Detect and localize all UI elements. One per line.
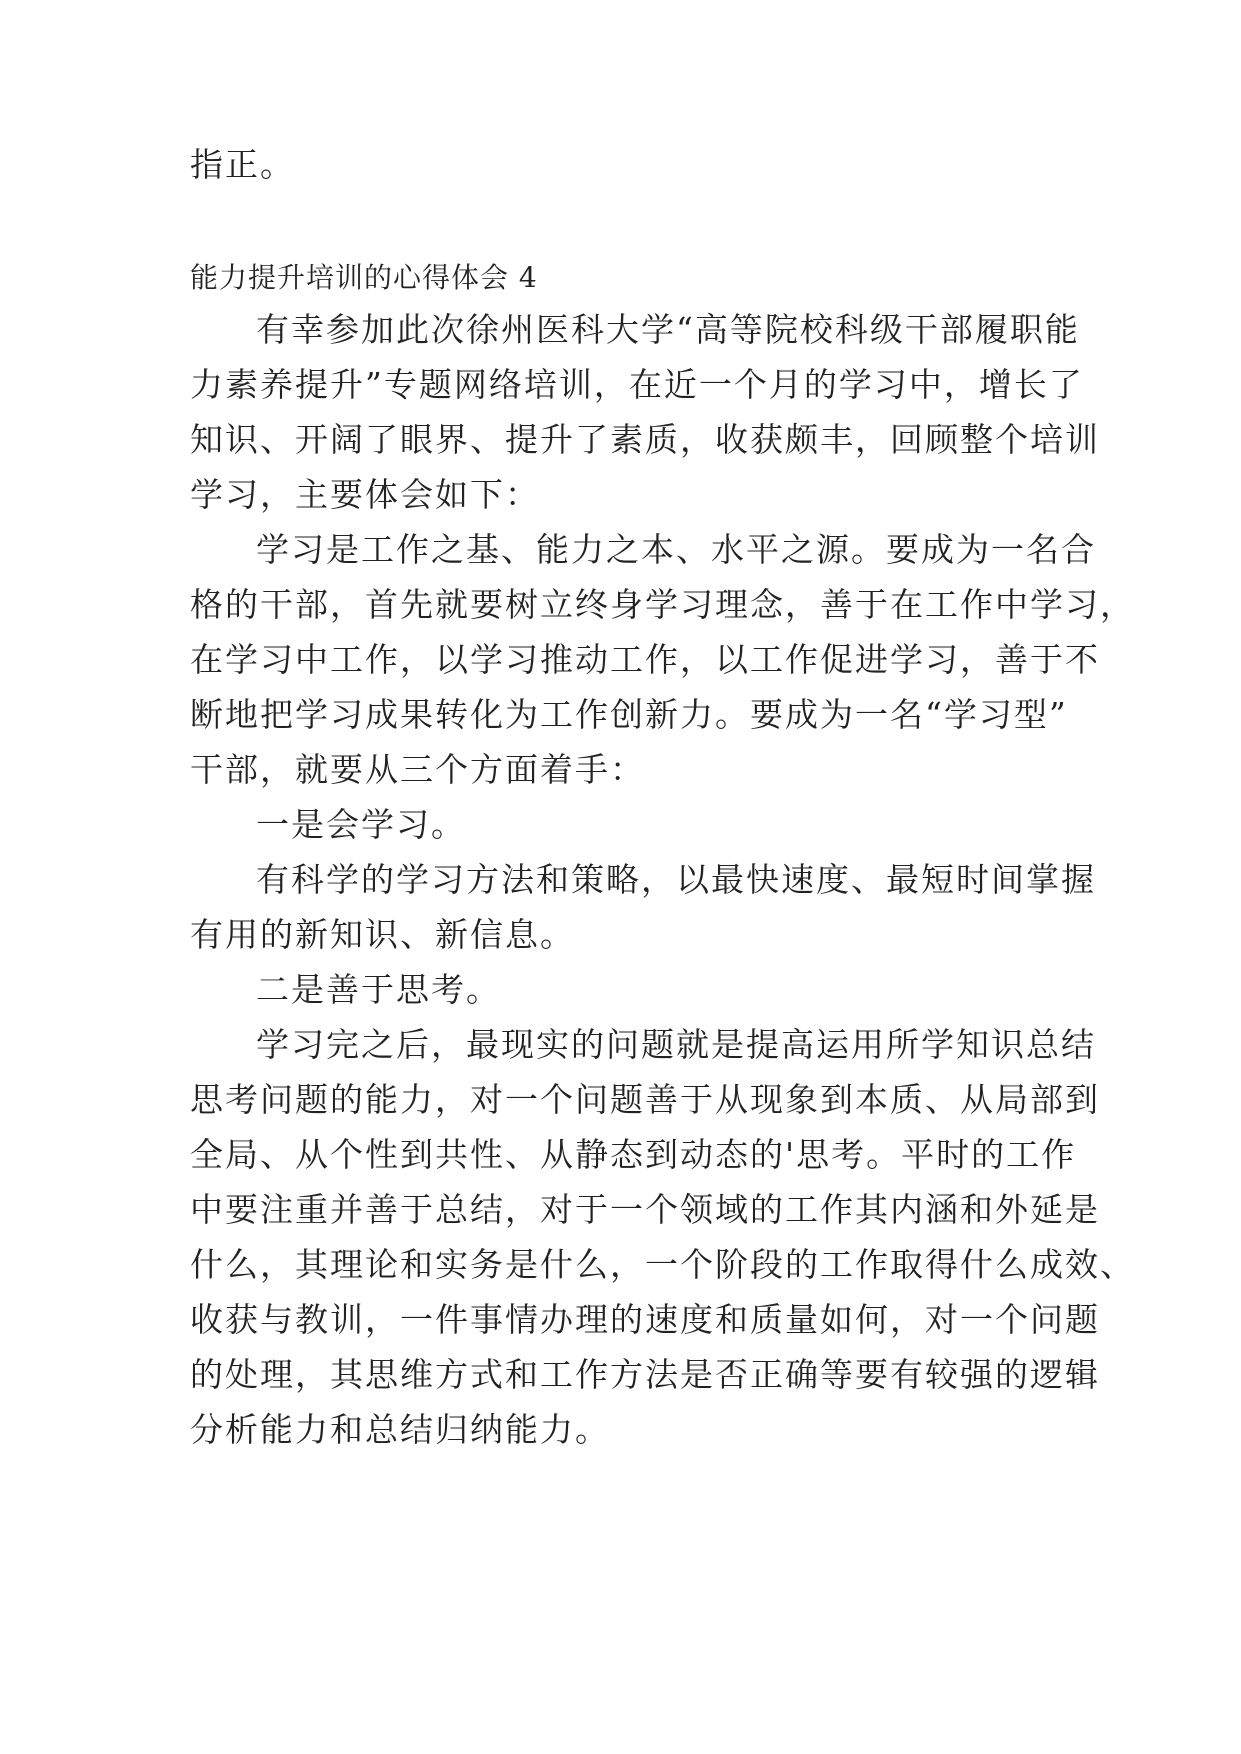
paragraph-line: 有幸参加此次徐州医科大学“高等院校科级干部履职能 [256, 310, 1080, 349]
paragraph-line: 思考问题的能力，对一个问题善于从现象到本质、从局部到 [190, 1080, 1100, 1119]
paragraph-line: 学习，主要体会如下： [190, 475, 540, 514]
paragraph-line: 在学习中工作，以学习推动工作，以工作促进学习，善于不 [190, 640, 1100, 679]
paragraph-line: 学习是工作之基、能力之本、水平之源。要成为一名合 [256, 530, 1096, 569]
paragraph-line: 断地把学习成果转化为工作创新力。要成为一名“学习型” [190, 695, 1068, 734]
paragraph-line: 干部，就要从三个方面着手： [190, 750, 645, 789]
paragraph-line: 什么，其理论和实务是什么，一个阶段的工作取得什么成效、 [190, 1245, 1135, 1284]
document-title: 能力提升培训的心得体会 4 [190, 261, 538, 294]
paragraph-line: 全局、从个性到共性、从静态到动态的'思考。平时的工作 [190, 1135, 1077, 1174]
paragraph-line: 中要注重并善于总结，对于一个领域的工作其内涵和外延是 [190, 1190, 1100, 1229]
paragraph-line: 的处理，其思维方式和工作方法是否正确等要有较强的逻辑 [190, 1355, 1100, 1394]
paragraph-line: 收获与教训，一件事情办理的速度和质量如何，对一个问题 [190, 1300, 1100, 1339]
paragraph-line: 一是会学习。 [256, 805, 466, 844]
fragment-text: 指正。 [190, 145, 295, 184]
paragraph-line: 格的干部，首先就要树立终身学习理念，善于在工作中学习， [190, 585, 1135, 624]
paragraph-line: 学习完之后，最现实的问题就是提高运用所学知识总结 [256, 1025, 1096, 1064]
paragraph-line: 有科学的学习方法和策略，以最快速度、最短时间掌握 [256, 860, 1096, 899]
paragraph-line: 二是善于思考。 [256, 970, 501, 1009]
paragraph-line: 有用的新知识、新信息。 [190, 915, 575, 954]
paragraph-line: 力素养提升”专题网络培训，在近一个月的学习中，增长了 [190, 365, 1084, 404]
paragraph-line: 知识、开阔了眼界、提升了素质，收获颇丰，回顾整个培训 [190, 420, 1100, 459]
paragraph-line: 分析能力和总结归纳能力。 [190, 1410, 610, 1449]
